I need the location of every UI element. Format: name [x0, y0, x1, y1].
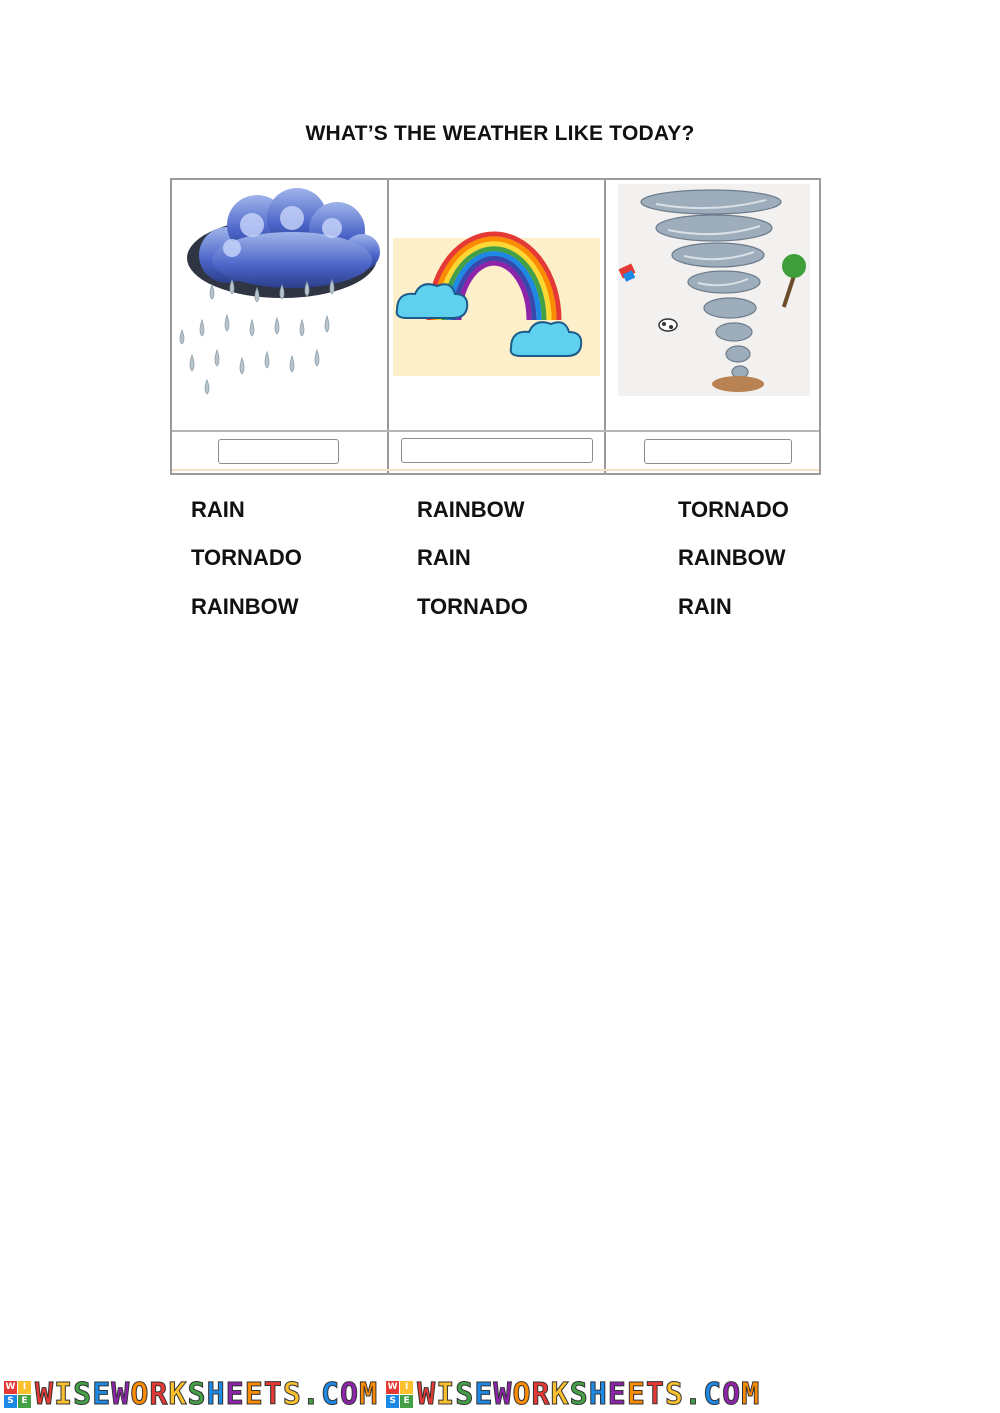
option-word: RAINBOW	[417, 497, 525, 522]
option-word: RAIN	[678, 594, 732, 619]
answer-input-rain[interactable]	[218, 439, 339, 464]
rainbow-image	[389, 180, 604, 430]
logo-letter: S	[386, 1395, 399, 1408]
brand-logo	[4, 1377, 378, 1412]
option-word: TORNADO	[191, 545, 302, 570]
logo-letter: S	[4, 1395, 17, 1408]
option-word: RAINBOW	[191, 594, 299, 619]
logo-letter: W	[5, 1382, 16, 1392]
brand-logo	[386, 1377, 760, 1412]
option-word: RAIN	[191, 497, 245, 522]
option-word: TORNADO	[678, 497, 789, 522]
option-word: TORNADO	[417, 594, 528, 619]
picture-table	[170, 178, 821, 475]
option-word: RAIN	[417, 545, 471, 570]
logo-grid-icon	[4, 1381, 31, 1408]
tornado-image	[606, 180, 821, 430]
footer-watermark	[0, 1376, 1000, 1412]
logo-grid-icon	[386, 1381, 413, 1408]
logo-letter: E	[18, 1395, 31, 1408]
logo-letter: E	[400, 1395, 413, 1408]
answer-input-tornado[interactable]	[644, 439, 792, 464]
rain-cloud-image	[172, 180, 387, 430]
worksheet-title: WHAT’S THE WEATHER LIKE TODAY?	[305, 122, 695, 145]
table-divider	[172, 430, 819, 432]
option-word: RAINBOW	[678, 545, 786, 570]
logo-letter: I	[400, 1381, 413, 1394]
logo-letter: W	[387, 1382, 398, 1392]
table-divider	[172, 469, 819, 471]
brand-text: WISEWORKSHEETS.COM	[35, 1376, 379, 1412]
logo-letter: I	[18, 1381, 31, 1394]
brand-text: WISEWORKSHEETS.COM	[417, 1376, 761, 1412]
answer-input-rainbow[interactable]	[401, 438, 593, 463]
